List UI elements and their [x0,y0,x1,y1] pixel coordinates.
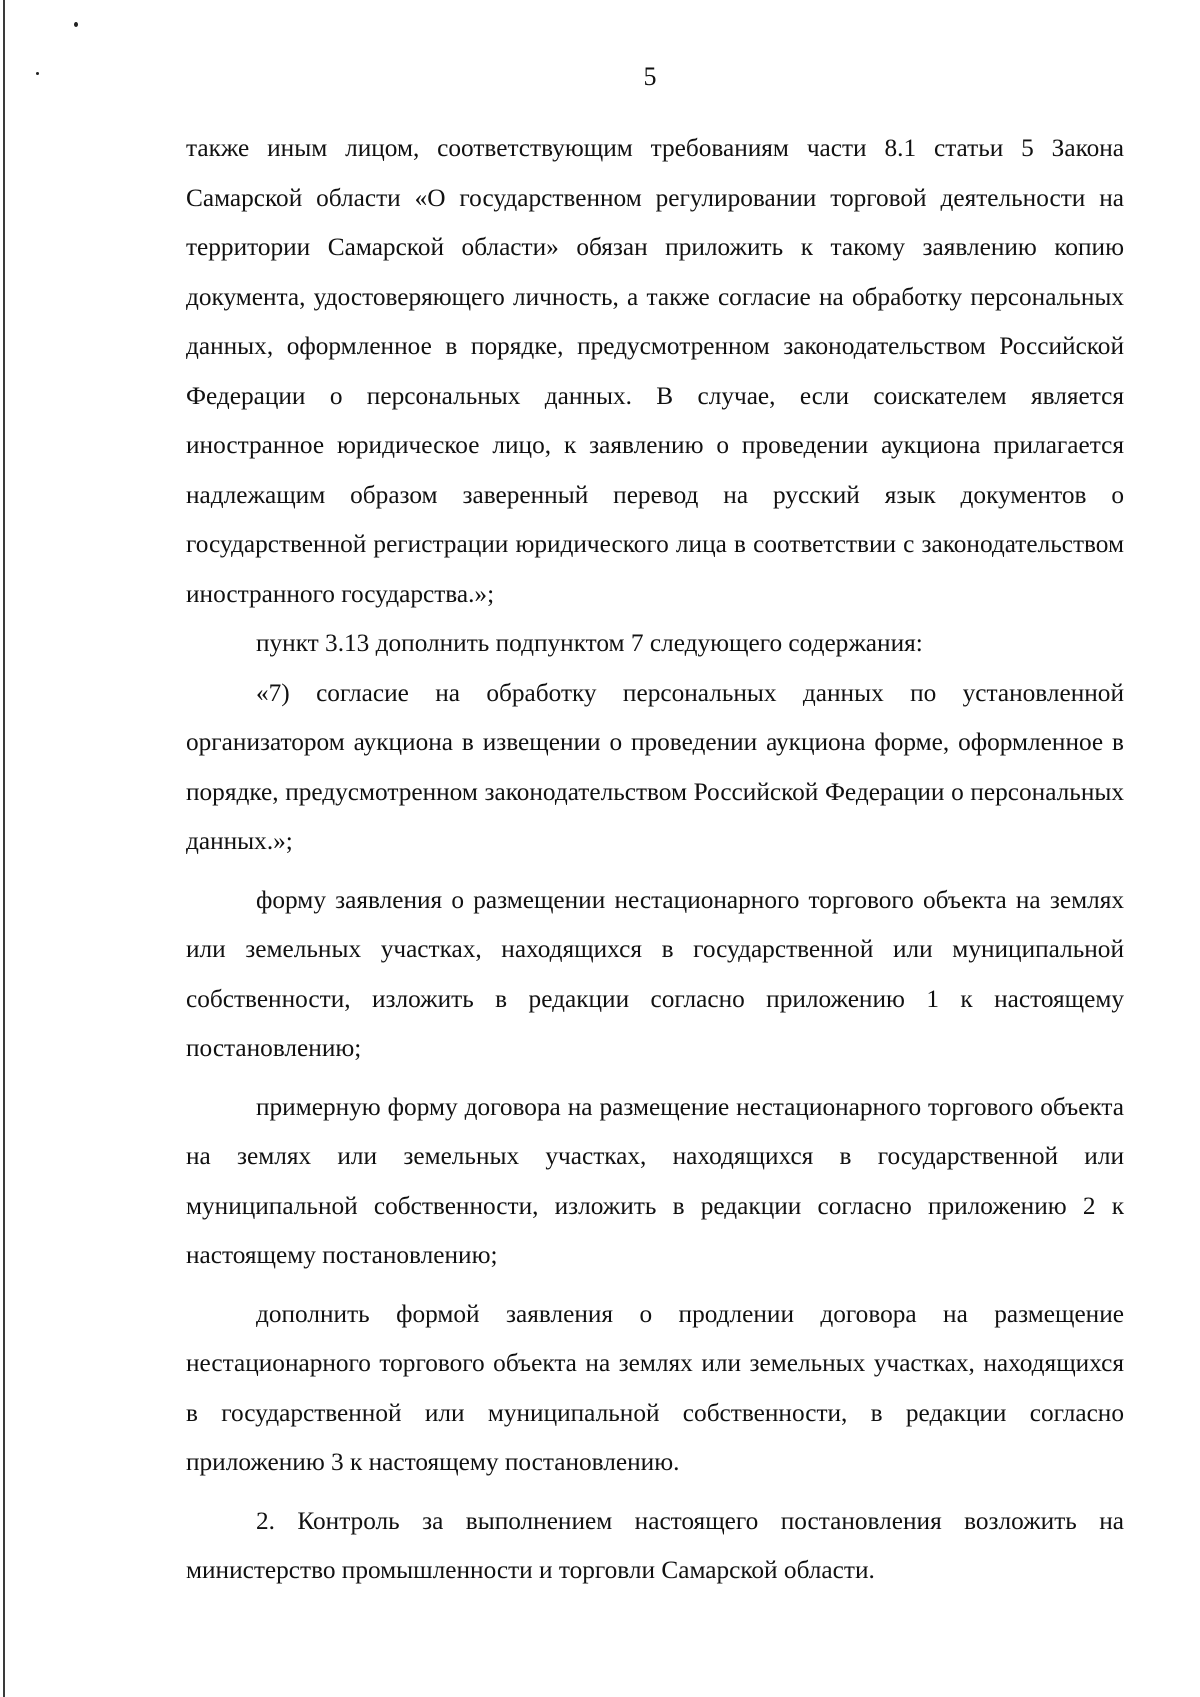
paragraph-amendment-3-13: пункт 3.13 дополнить подпунктом 7 следующего содержания: [256,629,923,657]
paragraph-extension-form: дополнить формой заявления о продлении договора на размещение нестационарного торгового объекта на землях или земельных участках, находящихся в государственной или муниципальной собственности, в редакции согласно приложению 3 к настоящему постановлению. [186,1299,1124,1476]
page-edge-line [3,0,5,1697]
page-number: 5 [643,62,657,91]
paragraph-continuation: также иным лицом, соответствующим требованиям части 8.1 статьи 5 Закона Самарской области «О государственном регулировании торговой деятельности на территории Самарской области» обязан приложить к такому заявлению копию документа, удостоверяющего личность, а также согласие на обработку персональных данных, оформленное в порядке, предусмотренном законодательством Российской Федерации о персональных данных. В случае, если соискателем является иностранное юридическое лицо, к заявлению о проведении аукциона прилагается надлежащим образом заверенный перевод на русский язык документов о государственной регистрации юридического лица в соответствии с законодательством иностранного государства.»; [186,134,1124,608]
paragraph-subpoint-7: «7) согласие на обработку персональных данных по установленной организатором аукциона в извещении о проведении аукциона форме, оформленное в порядке, предусмотренном законодательством Российской Федерации о персональных данных.»; [186,678,1124,855]
paragraph-control: 2. Контроль за выполнением настоящего постановления возложить на министерство промышленности и торговли Самарской области. [186,1506,1124,1584]
document-body [186,124,1124,1596]
scan-speck [74,22,78,27]
paragraph-application-form: форму заявления о размещении нестационарного торгового объекта на землях или земельных участках, находящихся в государственной или муниципальной собственности, изложить в редакции согласно приложению 1 к настоящему постановлению; [186,885,1124,1062]
paragraph-contract-form: примерную форму договора на размещение нестационарного торгового объекта на землях или земельных участках, находящихся в государственной или муниципальной собственности, изложить в редакции согласно приложению 2 к настоящему постановлению; [186,1092,1124,1269]
